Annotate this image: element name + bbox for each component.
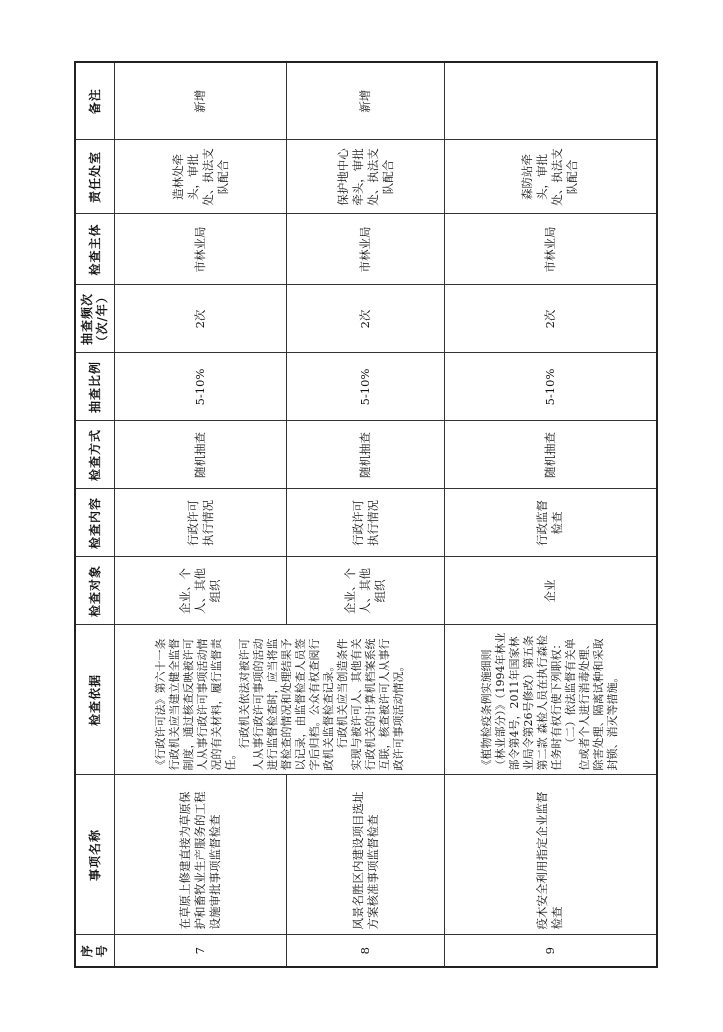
cell-note: 新增 (287, 62, 445, 140)
table-row (287, 62, 445, 967)
cell-name: 疫木安全利用指定企业监督检查 (445, 775, 657, 935)
header-subject: 检查主体 (75, 214, 115, 285)
cell-freq: 2次 (445, 285, 657, 353)
cell-seq: 9 (445, 935, 657, 967)
table-row (115, 62, 287, 967)
cell-ratio: 5-10% (445, 353, 657, 421)
table-row (445, 62, 657, 967)
basis-paragraph: 《行政许可法》第六十一条 行政机关应当建立健全监督制度，通过核查反映被许可人从事行政许可事项活动情况的有关材料，履行监督责任。 (153, 638, 237, 771)
cell-ratio: 5-10% (287, 353, 445, 421)
basis-paragraph: 《植物检疫条例实施细则（林业部分）》（1994年林业部令第4号，2011年国家林业局令第26号修改）第五条第二款 森检人员在执行森检任务时有权行使下列职权： (480, 632, 564, 771)
basis-paragraph: （二）依法监督有关单位或者个人进行消毒处理、除害处理、隔离试种和采取封锁、消灭等措施。 (564, 638, 620, 771)
cell-subject: 市林业局 (287, 214, 445, 285)
cell-subject: 市林业局 (115, 214, 287, 285)
header-freq: 抽查频次（次/年） (75, 285, 115, 353)
header-seq: 序号 (75, 935, 115, 967)
cell-seq: 7 (115, 935, 287, 967)
header-basis: 检查依据 (75, 625, 115, 775)
cell-method: 随机抽查 (115, 421, 287, 489)
cell-object: 企业 (445, 557, 657, 625)
cell-content: 行政许可执行情况 (287, 489, 445, 557)
header-row (75, 62, 115, 967)
header-object: 检查对象 (75, 557, 115, 625)
cell-freq: 2次 (115, 285, 287, 353)
cell-note: 新增 (115, 62, 287, 140)
cell-name: 风景名胜区内建设项目选址方案核准事项监督检查 (287, 775, 445, 935)
cell-seq: 8 (287, 935, 445, 967)
cell-ratio: 5-10% (115, 353, 287, 421)
cell-method: 随机抽查 (287, 421, 445, 489)
cell-note (445, 62, 657, 140)
cell-subject: 市林业局 (445, 214, 657, 285)
cell-object: 企业、个人、其他组织 (115, 557, 287, 625)
cell-dept: 保护地中心牵头，审批处、执法支队配合 (287, 140, 445, 214)
header-dept: 责任处室 (75, 140, 115, 214)
header-note: 备注 (75, 62, 115, 140)
header-ratio: 抽查比例 (75, 353, 115, 421)
rotated-table-wrapper (74, 63, 648, 968)
basis-paragraph: 行政机关应当创造条件实现与被许可人、其他有关行政机关的计算机档案系统互联，核查被许可人从事行政许可事项活动情况。 (335, 638, 405, 771)
cell-content: 行政监督检查 (445, 489, 657, 557)
cell-basis (115, 625, 445, 775)
header-content: 检查内容 (75, 489, 115, 557)
cell-basis (445, 625, 657, 775)
inspection-table (74, 61, 658, 968)
cell-content: 行政许可执行情况 (115, 489, 287, 557)
basis-paragraph: 行政机关依法对被许可人从事行政许可事项的活动进行监督检查时，应当将监督检查的情况和处理结果予以记录，由监督检查人员签字后归档。公众有权查阅行政机关监督检查记录。 (237, 638, 335, 771)
header-method: 检查方式 (75, 421, 115, 489)
cell-dept: 造林处牵头，审批处、执法支队配合 (115, 140, 287, 214)
cell-method: 随机抽查 (445, 421, 657, 489)
cell-name: 在草原上修建直接为草原保护和畜牧业生产服务的工程设施审批事项监督检查 (115, 775, 287, 935)
header-name: 事项名称 (75, 775, 115, 935)
cell-object: 企业、个人、其他组织 (287, 557, 445, 625)
cell-dept: 森防站牵头，审批处、执法支队配合 (445, 140, 657, 214)
cell-freq: 2次 (287, 285, 445, 353)
